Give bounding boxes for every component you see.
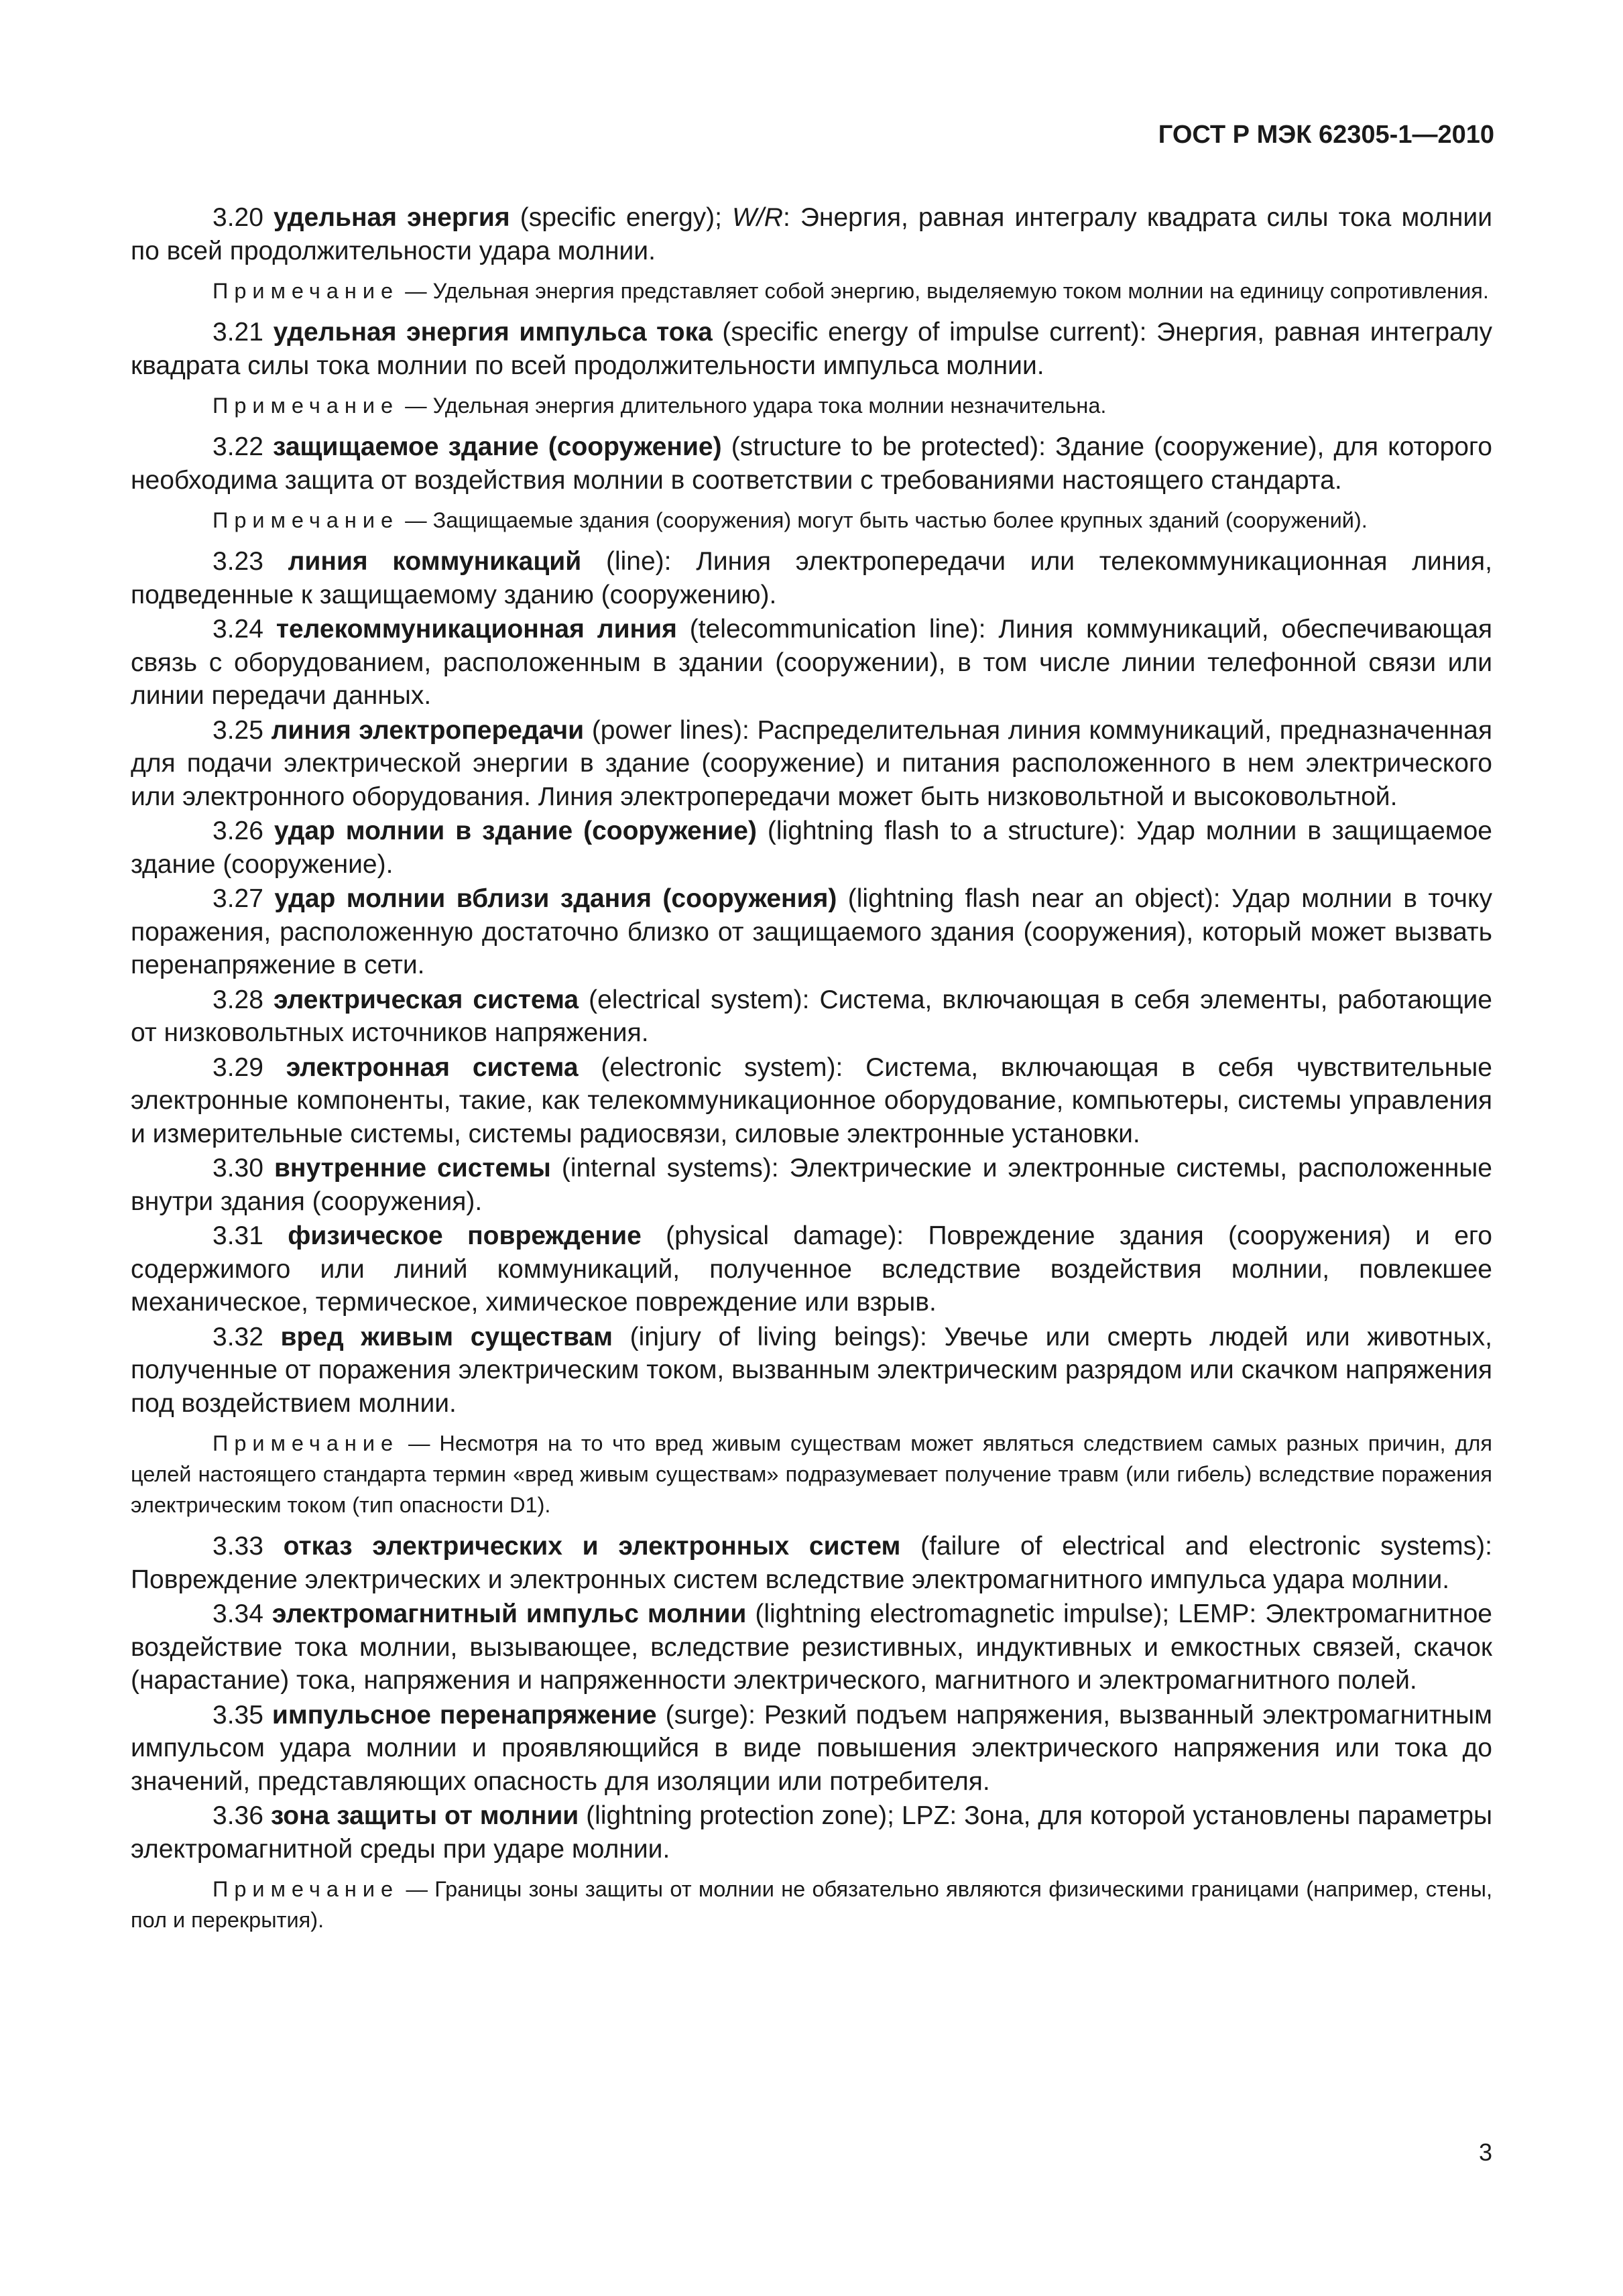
document-header-id: ГОСТ Р МЭК 62305-1—2010 [1158,121,1494,149]
definition-3-27 [131,882,1492,982]
definition-text: (specific energy of impulse current): Энергия, равная интегралу квадрата силы тока молнии по всей продолжительности импульса молнии. [131,318,1492,380]
definition-3-29 [131,1051,1492,1151]
definition-term: удар молнии в здание (сооружение) [274,817,757,845]
definition-term: электронная система [286,1052,579,1082]
definition-text: (structure to be protected): Здание (сооружение), для которого необходима защита от воздействия молнии в соответствии с требованиями настоящего стандарта. [131,432,1492,495]
definition-text: (line): Линия электропередачи или телекоммуникационная линия, подведенные к защищаемому зданию (сооружению). [131,547,1492,609]
definition-text: (surge): Резкий подъем напряжения, вызванный электромагнитным импульсом удара молнии и проявляющийся в виде повышения электрического напряжения или тока до значений, представляющих опасность для изоляции или потребителя. [131,1700,1492,1796]
definition-term: линия электропередачи [271,715,585,745]
definition-number: 3.25 [213,715,263,745]
note-label: Примечание [213,394,400,418]
definition-term: физическое повреждение [288,1221,642,1250]
definition-number: 3.28 [213,985,263,1014]
definition-number: 3.21 [213,318,263,347]
definition-text: (specific energy); W/R: Энергия, равная интегралу квадрата силы тока молнии по всей продолжительности удара молнии. [131,203,1492,265]
definition-term: телекоммуникационная линия [276,615,677,644]
definition-number: 3.31 [213,1221,263,1250]
definition-3-32 [131,1321,1492,1421]
definition-number: 3.30 [213,1154,263,1183]
definition-3-20 [131,201,1492,267]
definition-3-35 [131,1699,1492,1799]
definition-text: (injury of living beings): Увечье или смерть людей или животных, полученные от поражения электрическим током, вызванным электрическим разрядом или скачком напряжения под воздействием молнии. [131,1322,1492,1418]
definition-number: 3.29 [213,1052,263,1082]
definition-term: удельная энергия импульса тока [273,318,713,347]
document-body [131,201,1492,1945]
definition-term: защищаемое здание (сооружение) [273,432,722,461]
definition-number: 3.24 [213,615,263,644]
definition-term: удар молнии вблизи здания (сооружения) [274,884,837,913]
definition-3-26 [131,814,1492,881]
note [131,276,1492,306]
definition-3-23 [131,545,1492,611]
definition-text: (lightning protection zone); LPZ: Зона, для которой установлены параметры электромагнитной среды при ударе молнии. [131,1801,1492,1864]
definition-3-30 [131,1152,1492,1218]
definition-3-34 [131,1597,1492,1697]
definition-text: (lightning flash to a structure): Удар молнии в защищаемое здание (сооружение). [131,817,1492,879]
definition-3-36 [131,1799,1492,1866]
definition-number: 3.23 [213,547,263,576]
definition-term: внутренние системы [274,1154,551,1183]
note-label: Примечание [213,508,400,532]
definition-number: 3.35 [213,1700,263,1730]
definition-3-28 [131,983,1492,1050]
note-text: — Несмотря на то что вред живым существам может являться следствием самых разных причин, для целей настоящего стандарта термин «вред живым существам» подразумевает получение травм (или гибель) вследствие поражения электрическим током (тип опасности D1). [131,1431,1492,1517]
definition-3-33 [131,1530,1492,1596]
definition-3-21 [131,316,1492,382]
definition-number: 3.33 [213,1532,263,1561]
page-number: 3 [1478,2138,1492,2166]
note [131,390,1492,421]
definition-term: импульсное перенапряжение [272,1700,657,1730]
symbol-wr: W/R [732,203,783,232]
definition-term: вред живым существам [280,1322,613,1351]
definition-number: 3.20 [213,203,263,232]
note-text: — Границы зоны защиты от молнии не обязательно являются физическими границами (например, стены, пол и перекрытия). [131,1877,1492,1932]
definition-term: удельная энергия [274,203,510,232]
definition-term: электрическая система [273,985,579,1014]
definition-term: линия коммуникаций [288,547,582,576]
definition-3-22 [131,430,1492,497]
definition-text: (electrical system): Система, включающая в себя элементы, работающие от низковольтных источников напряжения. [131,985,1492,1047]
note [131,505,1492,536]
note-text: — Удельная энергия длительного удара тока молнии незначительна. [399,394,1107,418]
note [131,1874,1492,1935]
note-label: Примечание [213,1431,400,1455]
note-text: — Защищаемые здания (сооружения) могут быть частью более крупных зданий (сооружений). [399,508,1368,532]
definition-term: отказ электрических и электронных систем [283,1532,901,1561]
definition-text: (power lines): Распределительная линия коммуникаций, предназначенная для подачи электрической энергии в здание (сооружение) и питания расположенного в нем электрического или электронного оборудования. Линия электропередачи может быть низковольтной и высоковольтной. [131,715,1492,811]
definition-term: зона защиты от молнии [270,1801,579,1830]
definition-text: (lightning electromagnetic impulse); LEMP: Электромагнитное воздействие тока молнии, вызывающее, вследствие резистивных, индуктивных и емкостных связей, скачок (нарастание) тока, напряжения и напряженности электрического, магнитного и электромагнитного полей. [131,1599,1492,1695]
definition-3-25 [131,714,1492,814]
note-text: — Удельная энергия представляет собой энергию, выделяемую током молнии на единицу сопротивления. [399,279,1489,303]
definition-3-31 [131,1219,1492,1319]
definition-text: (internal systems): Электрические и электронные системы, расположенные внутри здания (сооружения). [131,1154,1492,1216]
definition-number: 3.26 [213,817,263,845]
definition-text: (telecommunication line): Линия коммуникаций, обеспечивающая связь с оборудованием, расположенным в здании (сооружении), в том числе линии телефонной связи или линии передачи данных. [131,615,1492,710]
definition-3-24 [131,613,1492,713]
definition-number: 3.32 [213,1322,263,1351]
note [131,1428,1492,1520]
note-label: Примечание [213,279,400,303]
note-label: Примечание [213,1877,400,1901]
definition-text: (lightning flash near an object): Удар молнии в точку поражения, расположенную достаточно близко от защищаемого здания (сооружения), который может вызвать перенапряжение в сети. [131,884,1492,979]
definition-term: электромагнитный импульс молнии [272,1599,747,1628]
definition-number: 3.36 [213,1801,263,1830]
definition-number: 3.27 [213,884,263,913]
definition-number: 3.34 [213,1599,263,1628]
definition-number: 3.22 [213,432,263,461]
definition-text: (failure of electrical and electronic systems): Повреждение электрических и электронных систем вследствие электромагнитного импульса удара молнии. [131,1532,1492,1594]
definition-text: (electronic system): Система, включающая в себя чувствительные электронные компоненты, такие, как телекоммуникационное оборудование, компьютеры, системы управления и измерительные системы, системы радиосвязи, силовые электронные установки. [131,1052,1492,1148]
definition-text: (physical damage): Повреждение здания (сооружения) и его содержимого или линий коммуникаций, полученное вследствие воздействия молнии, повлекшее механическое, термическое, химическое повреждение или взрыв. [131,1221,1492,1317]
